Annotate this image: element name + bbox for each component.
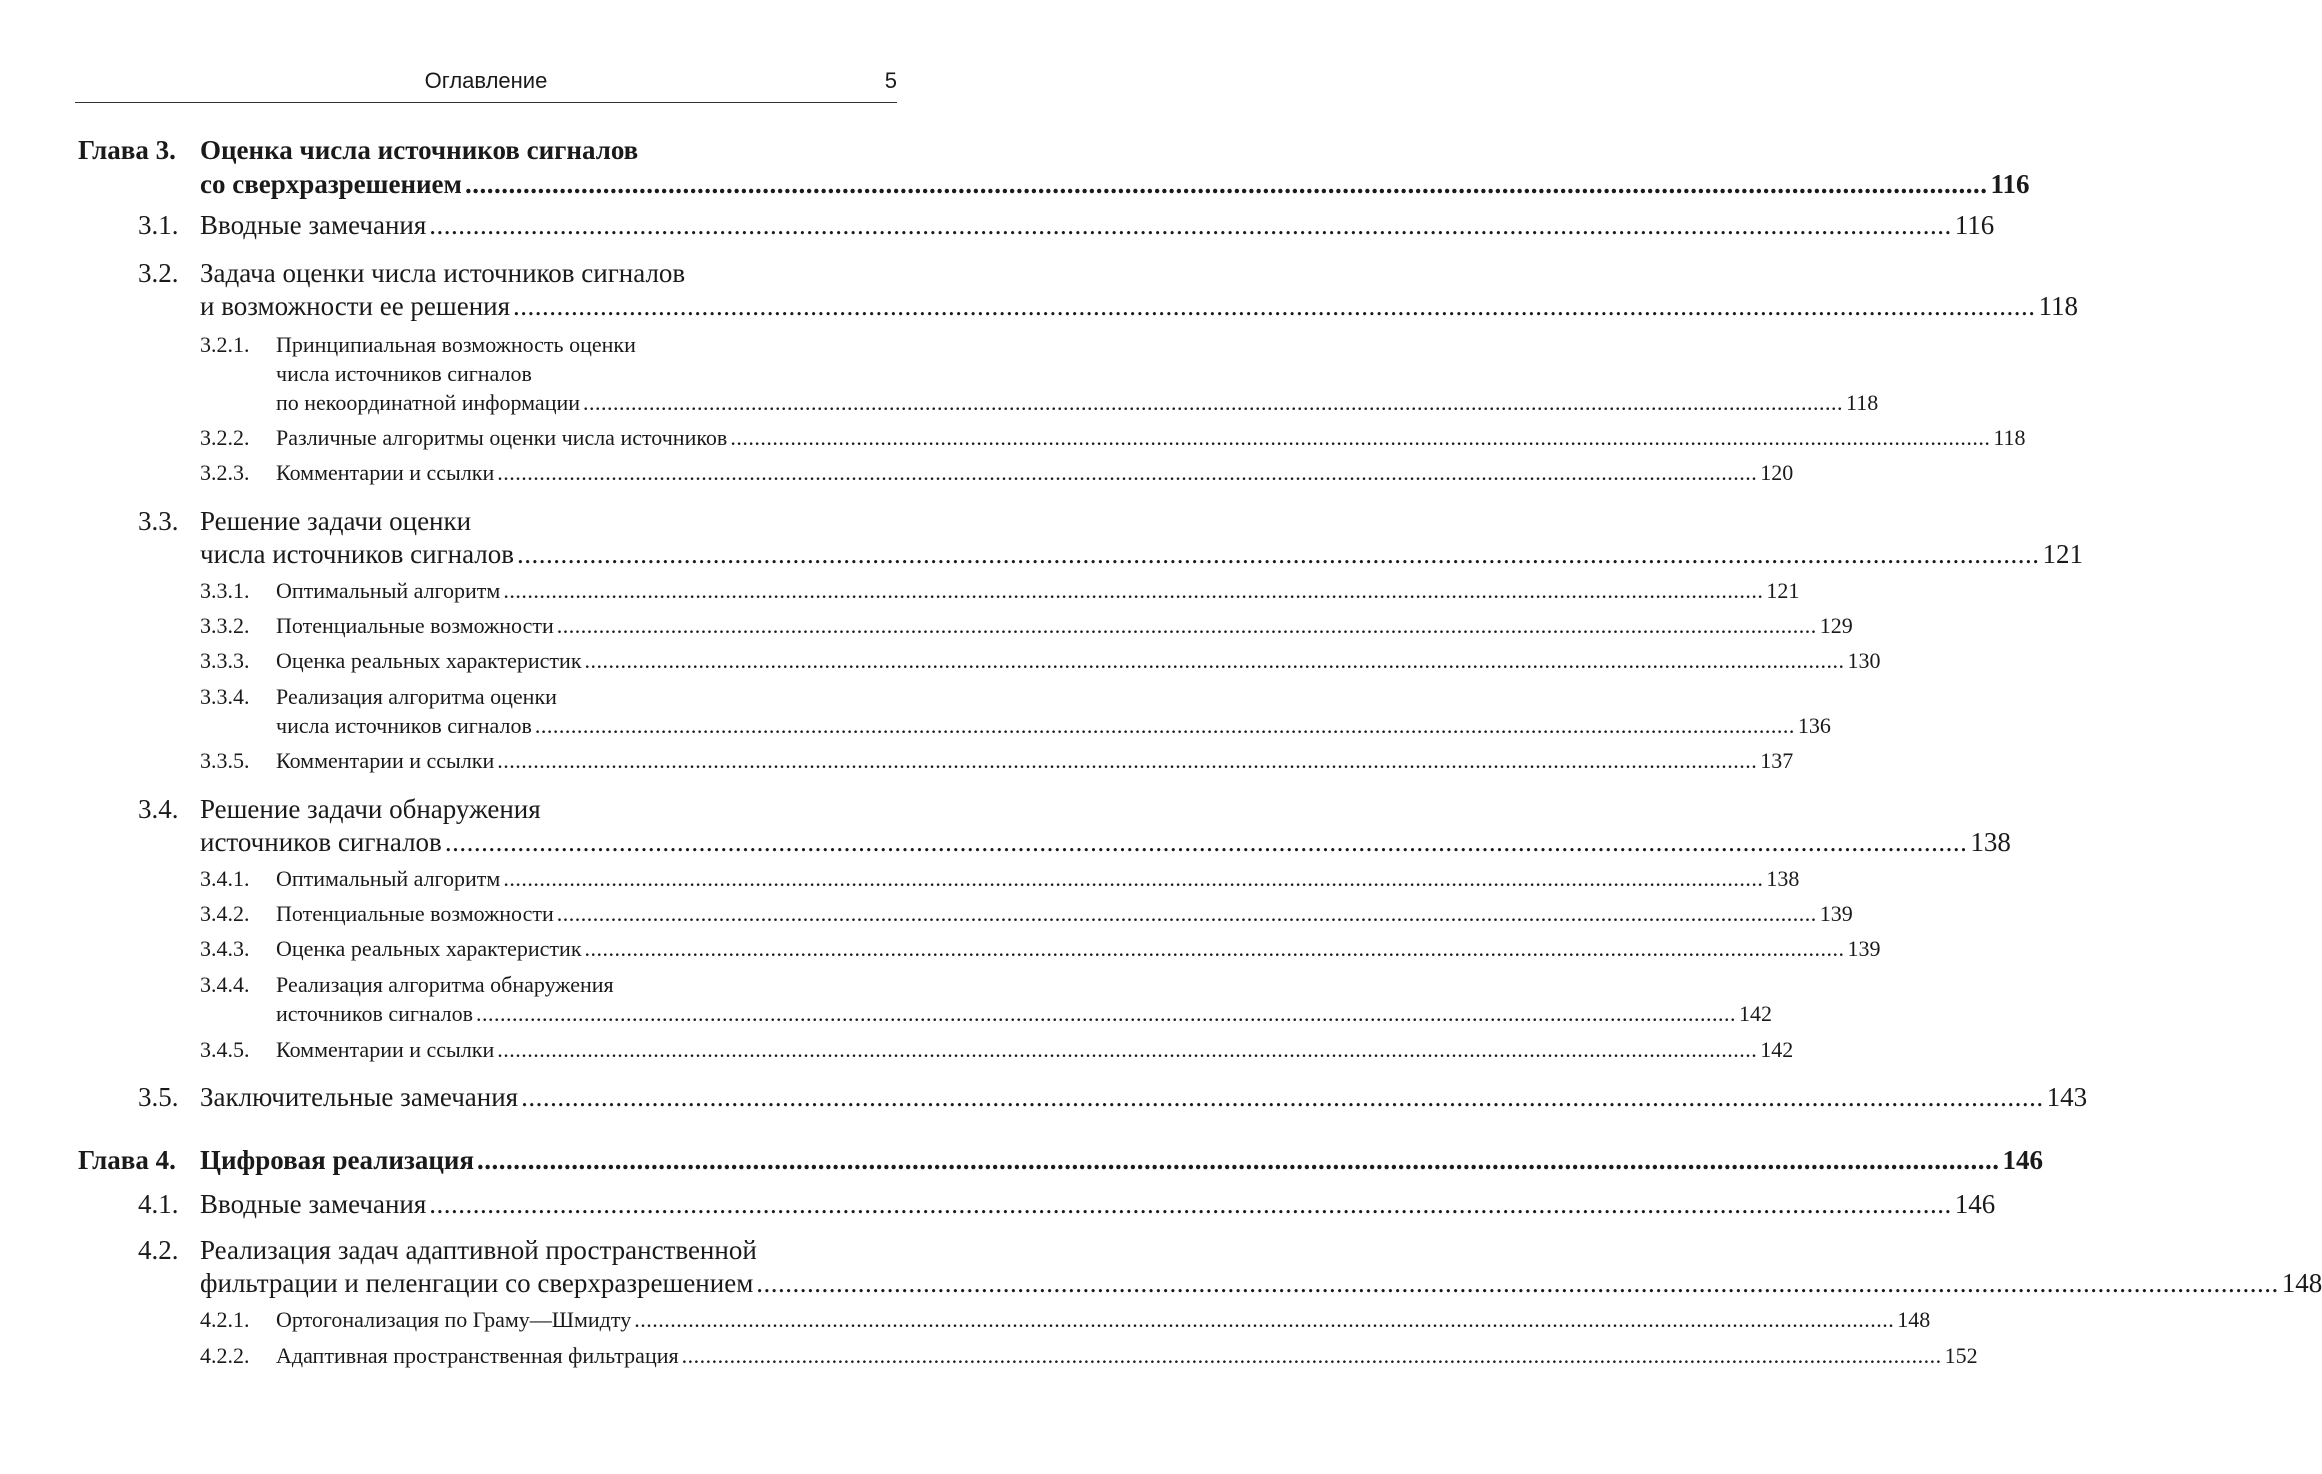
leader-dots: .................................................................................................................................................................................................................. (521, 1082, 2044, 1112)
leader-dots: .................................................................................................................................................................................................................. (584, 648, 1845, 673)
leader-dots: .................................................................................................................................................................................................................. (681, 1343, 1942, 1368)
entry-title-line: со сверхразрешением (200, 169, 462, 199)
leader-dots: .................................................................................................................................................................................................................. (429, 1189, 1952, 1219)
entry-number: 3.3.3. (200, 648, 250, 673)
entry-number: 3.4.4. (200, 972, 250, 997)
leader-dots: .................................................................................................................................................................................................................. (556, 613, 1817, 638)
entry-title-line: Адаптивная пространственная фильтрация (276, 1343, 679, 1368)
entry-title-line: Решение задачи оценки (200, 506, 472, 536)
entry-number: 3.2. (138, 258, 179, 288)
entry-title-line: Различные алгоритмы оценки числа источников (276, 425, 728, 450)
entry-leader-line (276, 748, 1794, 774)
entry-title-line: Комментарии и ссылки (276, 460, 495, 485)
entry-number: Глава 4. (78, 1145, 176, 1175)
entry-page-number: 129 (1819, 613, 1853, 638)
entry-leader-line (276, 390, 1879, 416)
leader-dots: .................................................................................................................................................................................................................. (503, 578, 1764, 603)
entry-leader-line (276, 578, 1800, 604)
entry-leader-line (200, 1145, 2044, 1176)
entry-leader-line (276, 713, 1831, 739)
entry-title-line: числа источников сигналов (200, 539, 515, 569)
leader-dots: .................................................................................................................................................................................................................. (634, 1307, 1895, 1332)
entry-number: 4.2. (138, 1235, 179, 1265)
entry-title-line: Потенциальные возможности (276, 901, 554, 926)
entry-page-number: 118 (2038, 291, 2079, 321)
leader-dots: .................................................................................................................................................................................................................. (730, 425, 1991, 450)
entry-leader-line (276, 936, 1881, 962)
entry-number: 3.2.2. (200, 425, 250, 450)
entry-title-line: Задача оценки числа источников сигналов (200, 258, 686, 288)
entry-leader-line (200, 827, 2011, 858)
entry-page-number: 152 (1944, 1343, 1978, 1368)
entry-number: 3.4. (138, 794, 179, 824)
entry-page-number: 138 (1970, 827, 2011, 857)
entry-title-line: Реализация алгоритма оценки (276, 684, 557, 709)
entry-number: 3.2.3. (200, 460, 250, 485)
leader-dots: .................................................................................................................................................................................................................. (497, 460, 1758, 485)
entry-number: 3.4.5. (200, 1037, 250, 1062)
entry-number: 3.4.1. (200, 866, 250, 891)
entry-page-number: 121 (2042, 539, 2084, 569)
leader-dots: .................................................................................................................................................................................................................. (503, 866, 1764, 891)
entry-leader-line (276, 1037, 1794, 1063)
entry-leader-line (200, 291, 2079, 322)
entry-title-line: по некоординатной информации (276, 390, 581, 415)
entry-title-line: Оптимальный алгоритм (276, 866, 501, 891)
entry-page-number: 118 (1993, 425, 2026, 450)
leader-dots: .................................................................................................................................................................................................................. (534, 713, 1795, 738)
entry-page-number: 118 (1846, 390, 1879, 415)
header-title: Оглавление (424, 68, 548, 93)
entry-page-number: 146 (1954, 1189, 1996, 1219)
entry-title-line: Оптимальный алгоритм (276, 578, 501, 603)
entry-leader-line (276, 1001, 1773, 1027)
entry-leader-line (200, 210, 1995, 241)
entry-page-number: 138 (1766, 866, 1800, 891)
entry-title-line: Оценка числа источников сигналов (200, 135, 639, 165)
entry-page-number: 148 (2281, 1268, 2322, 1298)
entry-page-number: 142 (1760, 1037, 1794, 1062)
entry-number: Глава 3. (78, 135, 176, 165)
header-page-number: 5 (884, 68, 897, 93)
leader-dots: .................................................................................................................................................................................................................. (556, 901, 1817, 926)
entry-page-number: 146 (2002, 1145, 2044, 1175)
entry-title-line: фильтрации и пеленгации со сверхразрешением (200, 1268, 754, 1298)
entry-page-number: 139 (1819, 901, 1853, 926)
entry-title-line: Реализация задач адаптивной пространственной (200, 1235, 757, 1265)
entry-page-number: 137 (1760, 748, 1794, 773)
entry-leader-line (200, 1082, 2088, 1113)
entry-page-number: 143 (2046, 1082, 2088, 1112)
entry-leader-line (276, 1343, 1978, 1369)
entry-title-line: числа источников сигналов (276, 361, 532, 386)
entry-leader-line (200, 539, 2084, 570)
entry-number: 3.3.1. (200, 578, 250, 603)
entry-number: 3.5. (138, 1082, 179, 1112)
leader-dots: .................................................................................................................................................................................................................. (517, 539, 2040, 569)
entry-leader-line (200, 1189, 1996, 1220)
entry-number: 4.2.2. (200, 1343, 250, 1368)
entry-leader-line (276, 901, 1853, 927)
leader-dots: .................................................................................................................................................................................................................. (476, 1001, 1737, 1026)
entry-title-line: Ортогонализация по Граму—Шмидту (276, 1307, 632, 1332)
entry-number: 3.3. (138, 506, 179, 536)
entry-number: 4.2.1. (200, 1307, 250, 1332)
entry-leader-line (276, 425, 2026, 451)
entry-leader-line (276, 1307, 1931, 1333)
entry-number: 3.3.4. (200, 684, 250, 709)
entry-leader-line (200, 169, 2030, 200)
entry-leader-line (200, 1268, 2322, 1299)
leader-dots: .................................................................................................................................................................................................................. (583, 390, 1844, 415)
entry-number: 3.3.2. (200, 613, 250, 638)
entry-title-line: Реализация алгоритма обнаружения (276, 972, 614, 997)
entry-leader-line (276, 648, 1881, 674)
entry-number: 3.1. (138, 210, 179, 240)
leader-dots: .................................................................................................................................................................................................................. (584, 936, 1845, 961)
entry-title-line: Оценка реальных характеристик (276, 936, 582, 961)
leader-dots: .................................................................................................................................................................................................................. (477, 1145, 2000, 1175)
entry-title-line: Заключительные замечания (200, 1082, 519, 1112)
entry-title-line: Комментарии и ссылки (276, 1037, 495, 1062)
leader-dots: .................................................................................................................................................................................................................. (756, 1268, 2279, 1298)
running-header (75, 62, 897, 103)
entry-page-number: 142 (1739, 1001, 1773, 1026)
entry-title-line: источников сигналов (276, 1001, 474, 1026)
entry-page-number: 136 (1797, 713, 1831, 738)
leader-dots: .................................................................................................................................................................................................................. (497, 1037, 1758, 1062)
entry-title-line: Оценка реальных характеристик (276, 648, 582, 673)
entry-page-number: 130 (1847, 648, 1881, 673)
entry-title-line: Вводные замечания (200, 1189, 427, 1219)
entry-number: 3.4.2. (200, 901, 250, 926)
entry-number: 3.2.1. (200, 332, 250, 357)
leader-dots: .................................................................................................................................................................................................................. (429, 210, 1952, 240)
entry-title-line: Решение задачи обнаружения (200, 794, 541, 824)
entry-page-number: 120 (1760, 460, 1794, 485)
entry-page-number: 121 (1766, 578, 1800, 603)
entry-page-number: 148 (1897, 1307, 1931, 1332)
entry-title-line: Потенциальные возможности (276, 613, 554, 638)
entry-title-line: источников сигналов (200, 827, 442, 857)
entry-leader-line (276, 613, 1853, 639)
leader-dots: .................................................................................................................................................................................................................. (513, 291, 2036, 321)
entry-title-line: и возможности ее решения (200, 291, 511, 321)
entry-leader-line (276, 866, 1800, 892)
entry-title-line: Принципиальная возможность оценки (276, 332, 636, 357)
leader-dots: .................................................................................................................................................................................................................. (464, 169, 1988, 199)
entry-title-line: Цифровая реализация (200, 1145, 475, 1175)
entry-title-line: Вводные замечания (200, 210, 427, 240)
entry-number: 3.3.5. (200, 748, 250, 773)
entry-page-number: 116 (1990, 169, 2030, 199)
entry-number: 4.1. (138, 1189, 179, 1219)
leader-dots: .................................................................................................................................................................................................................. (444, 827, 1968, 857)
entry-title-line: Комментарии и ссылки (276, 748, 495, 773)
entry-leader-line (276, 460, 1794, 486)
leader-dots: .................................................................................................................................................................................................................. (497, 748, 1758, 773)
entry-title-line: числа источников сигналов (276, 713, 532, 738)
entry-page-number: 139 (1847, 936, 1881, 961)
entry-number: 3.4.3. (200, 936, 250, 961)
entry-page-number: 116 (1954, 210, 1995, 240)
